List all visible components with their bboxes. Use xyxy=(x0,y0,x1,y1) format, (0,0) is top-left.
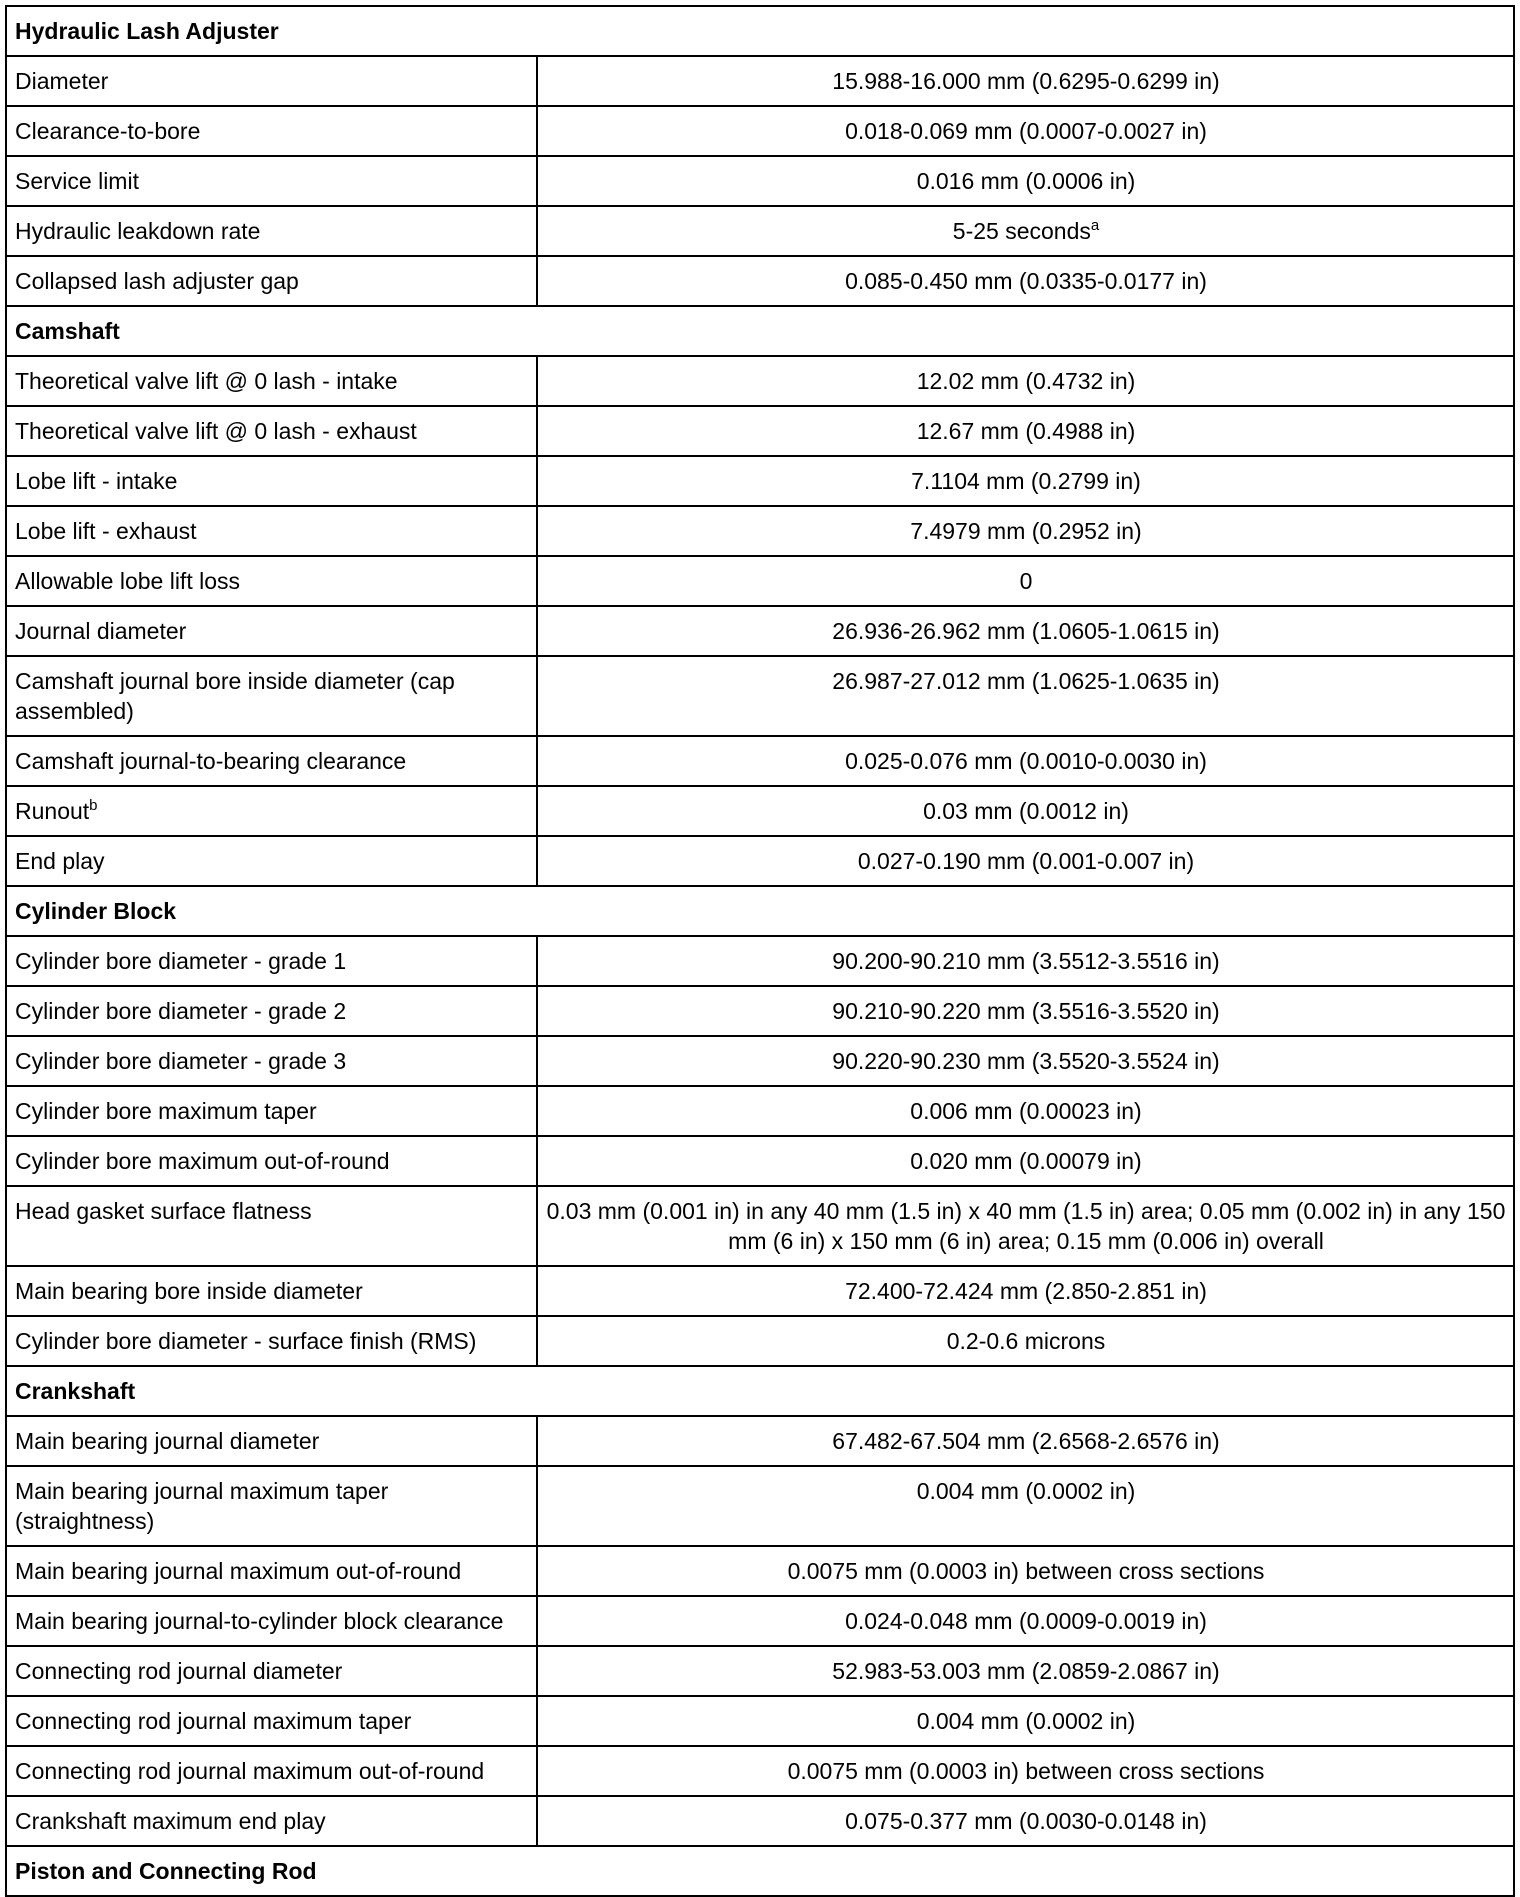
spec-value-cell xyxy=(537,256,1514,306)
spec-label-cell xyxy=(6,1696,537,1746)
table-row xyxy=(6,936,1514,986)
spec-label: Cylinder bore maximum out-of-round xyxy=(15,1148,390,1174)
spec-label-cell xyxy=(6,736,537,786)
spec-value-cell xyxy=(537,156,1514,206)
table-row xyxy=(6,1136,1514,1186)
spec-label-cell xyxy=(6,1646,537,1696)
spec-label-cell xyxy=(6,656,537,736)
spec-value: 0.025-0.076 mm (0.0010-0.0030 in) xyxy=(845,748,1207,774)
spec-value: 67.482-67.504 mm (2.6568-2.6576 in) xyxy=(832,1428,1220,1454)
table-row xyxy=(6,1796,1514,1846)
table-row xyxy=(6,986,1514,1036)
table-row xyxy=(6,736,1514,786)
specifications-table xyxy=(5,5,1515,1897)
spec-value: 26.936-26.962 mm (1.0605-1.0615 in) xyxy=(832,618,1220,644)
spec-value-cell xyxy=(537,506,1514,556)
section-title: Cylinder Block xyxy=(6,886,1514,936)
spec-label: Clearance-to-bore xyxy=(15,118,201,144)
spec-label-cell xyxy=(6,56,537,106)
table-row xyxy=(6,1646,1514,1696)
spec-value: 0.006 mm (0.00023 in) xyxy=(910,1098,1142,1124)
spec-label-cell xyxy=(6,1796,537,1846)
section-header-row xyxy=(6,886,1514,936)
spec-label: Lobe lift - intake xyxy=(15,468,178,494)
table-row xyxy=(6,1266,1514,1316)
spec-value-cell xyxy=(537,206,1514,256)
spec-label-cell xyxy=(6,506,537,556)
spec-value-cell xyxy=(537,1466,1514,1546)
table-row xyxy=(6,156,1514,206)
spec-value: 12.02 mm (0.4732 in) xyxy=(916,368,1136,394)
spec-label: Theoretical valve lift @ 0 lash - intake xyxy=(15,368,398,394)
spec-label: Cylinder bore diameter - surface finish (RMS) xyxy=(15,1328,477,1354)
spec-value-cell xyxy=(537,56,1514,106)
spec-label-cell xyxy=(6,1266,537,1316)
spec-label: Connecting rod journal maximum out-of-round xyxy=(15,1758,485,1784)
spec-value: 0.016 mm (0.0006 in) xyxy=(916,168,1136,194)
spec-label: Head gasket surface flatness xyxy=(15,1198,312,1224)
table-row xyxy=(6,1086,1514,1136)
spec-label: Crankshaft maximum end play xyxy=(15,1808,326,1834)
spec-label: Cylinder bore maximum taper xyxy=(15,1098,317,1124)
spec-label-cell xyxy=(6,456,537,506)
spec-value: 0.085-0.450 mm (0.0335-0.0177 in) xyxy=(845,268,1207,294)
spec-label: Lobe lift - exhaust xyxy=(15,518,197,544)
table-row xyxy=(6,606,1514,656)
spec-value: 12.67 mm (0.4988 in) xyxy=(916,418,1136,444)
spec-label-cell xyxy=(6,836,537,886)
spec-value: 26.987-27.012 mm (1.0625-1.0635 in) xyxy=(832,668,1220,694)
spec-label: Theoretical valve lift @ 0 lash - exhaust xyxy=(15,418,417,444)
spec-value: 7.4979 mm (0.2952 in) xyxy=(910,518,1142,544)
spec-value: 0.004 mm (0.0002 in) xyxy=(916,1478,1136,1504)
spec-value-cell xyxy=(537,1416,1514,1466)
spec-label: Cylinder bore diameter - grade 2 xyxy=(15,998,347,1024)
table-row xyxy=(6,656,1514,736)
table-row xyxy=(6,1546,1514,1596)
spec-value: 15.988-16.000 mm (0.6295-0.6299 in) xyxy=(832,68,1220,94)
spec-label: Service limit xyxy=(15,168,139,194)
spec-value-cell xyxy=(537,1746,1514,1796)
spec-value: 52.983-53.003 mm (2.0859-2.0867 in) xyxy=(832,1658,1220,1684)
table-row xyxy=(6,1186,1514,1266)
spec-label: Allowable lobe lift loss xyxy=(15,568,241,594)
spec-value-cell xyxy=(537,456,1514,506)
spec-value: 0.075-0.377 mm (0.0030-0.0148 in) xyxy=(845,1808,1207,1834)
table-row xyxy=(6,106,1514,156)
section-title: Hydraulic Lash Adjuster xyxy=(6,6,1514,56)
table-row xyxy=(6,506,1514,556)
table-row xyxy=(6,556,1514,606)
spec-value: 90.210-90.220 mm (3.5516-3.5520 in) xyxy=(832,998,1220,1024)
spec-label-cell xyxy=(6,1136,537,1186)
table-row xyxy=(6,1696,1514,1746)
section-header-row xyxy=(6,1846,1514,1896)
spec-label: Main bearing journal-to-cylinder block clearance xyxy=(15,1608,504,1634)
spec-value-cell xyxy=(537,1696,1514,1746)
table-row xyxy=(6,1416,1514,1466)
spec-value-cell xyxy=(537,1316,1514,1366)
spec-label-cell xyxy=(6,1416,537,1466)
spec-label: End play xyxy=(15,848,105,874)
table-row xyxy=(6,836,1514,886)
spec-value-cell xyxy=(537,1036,1514,1086)
spec-value-cell xyxy=(537,1646,1514,1696)
table-row xyxy=(6,456,1514,506)
spec-label-cell xyxy=(6,786,537,836)
footnote-marker: b xyxy=(89,797,98,814)
spec-label: Hydraulic leakdown rate xyxy=(15,218,261,244)
table-row xyxy=(6,1466,1514,1546)
spec-value-cell xyxy=(537,656,1514,736)
spec-label-cell xyxy=(6,406,537,456)
spec-label: Cylinder bore diameter - grade 3 xyxy=(15,1048,347,1074)
spec-value: 0.024-0.048 mm (0.0009-0.0019 in) xyxy=(845,1608,1207,1634)
spec-value: 5-25 seconds xyxy=(952,218,1091,244)
spec-value-cell xyxy=(537,1546,1514,1596)
spec-value: 90.220-90.230 mm (3.5520-3.5524 in) xyxy=(832,1048,1220,1074)
spec-value: 0 xyxy=(1019,568,1033,594)
spec-label-cell xyxy=(6,1316,537,1366)
table-row xyxy=(6,1596,1514,1646)
section-title: Piston and Connecting Rod xyxy=(6,1846,1514,1896)
section-header-row xyxy=(6,1366,1514,1416)
spec-value-cell xyxy=(537,736,1514,786)
spec-table-wrapper xyxy=(5,5,1515,1897)
spec-label: Connecting rod journal diameter xyxy=(15,1658,343,1684)
spec-label-cell xyxy=(6,556,537,606)
spec-label: Runout xyxy=(15,798,90,824)
spec-label: Connecting rod journal maximum taper xyxy=(15,1708,412,1734)
spec-label: Main bearing journal maximum out-of-round xyxy=(15,1558,462,1584)
table-row xyxy=(6,206,1514,256)
spec-value-cell xyxy=(537,356,1514,406)
table-row xyxy=(6,356,1514,406)
spec-label-cell xyxy=(6,1596,537,1646)
spec-value-cell xyxy=(537,1136,1514,1186)
spec-label-cell xyxy=(6,156,537,206)
spec-value-cell xyxy=(537,786,1514,836)
spec-value: 0.004 mm (0.0002 in) xyxy=(916,1708,1136,1734)
spec-label-cell xyxy=(6,1086,537,1136)
spec-label: Main bearing journal maximum taper (straightness) xyxy=(15,1478,389,1534)
spec-value-cell xyxy=(537,406,1514,456)
table-row xyxy=(6,406,1514,456)
spec-value: 0.018-0.069 mm (0.0007-0.0027 in) xyxy=(845,118,1207,144)
spec-value-cell xyxy=(537,1266,1514,1316)
spec-value-cell xyxy=(537,836,1514,886)
spec-label-cell xyxy=(6,106,537,156)
spec-value-cell xyxy=(537,1796,1514,1846)
spec-value: 0.0075 mm (0.0003 in) between cross sections xyxy=(787,1558,1265,1584)
spec-value: 0.2-0.6 microns xyxy=(946,1328,1106,1354)
spec-value: 72.400-72.424 mm (2.850-2.851 in) xyxy=(845,1278,1207,1304)
section-title: Crankshaft xyxy=(6,1366,1514,1416)
spec-value: 7.1104 mm (0.2799 in) xyxy=(911,468,1141,494)
spec-value: 0.0075 mm (0.0003 in) between cross sections xyxy=(787,1758,1265,1784)
spec-label: Main bearing bore inside diameter xyxy=(15,1278,363,1304)
spec-label-cell xyxy=(6,1746,537,1796)
table-row xyxy=(6,1746,1514,1796)
spec-label: Camshaft journal-to-bearing clearance xyxy=(15,748,407,774)
spec-label: Diameter xyxy=(15,68,109,94)
spec-value-cell xyxy=(537,1086,1514,1136)
table-row xyxy=(6,256,1514,306)
spec-label-cell xyxy=(6,206,537,256)
spec-label-cell xyxy=(6,256,537,306)
spec-value-cell xyxy=(537,556,1514,606)
spec-value: 0.03 mm (0.001 in) in any 40 mm (1.5 in) x 40 mm (1.5 in) area; 0.05 mm (0.002 in) in any 150 mm (6 in) x 150 mm (6 in) area; 0.15 mm (0.006 in) overall xyxy=(546,1198,1506,1254)
spec-value-cell xyxy=(537,986,1514,1036)
spec-label-cell xyxy=(6,1466,537,1546)
spec-value-cell xyxy=(537,606,1514,656)
spec-value-cell xyxy=(537,106,1514,156)
spec-value: 0.027-0.190 mm (0.001-0.007 in) xyxy=(857,848,1195,874)
spec-label-cell xyxy=(6,1186,537,1266)
spec-label-cell xyxy=(6,606,537,656)
spec-value: 0.020 mm (0.00079 in) xyxy=(910,1148,1142,1174)
specifications-table-body xyxy=(6,6,1514,1896)
spec-label-cell xyxy=(6,1546,537,1596)
footnote-marker: a xyxy=(1090,217,1100,234)
spec-label-cell xyxy=(6,986,537,1036)
spec-value-cell xyxy=(537,1186,1514,1266)
section-header-row xyxy=(6,6,1514,56)
spec-value: 0.03 mm (0.0012 in) xyxy=(923,798,1129,824)
spec-value: 90.200-90.210 mm (3.5512-3.5516 in) xyxy=(832,948,1220,974)
table-row xyxy=(6,786,1514,836)
spec-label: Camshaft journal bore inside diameter (cap assembled) xyxy=(15,668,455,724)
spec-value-cell xyxy=(537,1596,1514,1646)
spec-label-cell xyxy=(6,936,537,986)
table-row xyxy=(6,56,1514,106)
section-title: Camshaft xyxy=(6,306,1514,356)
spec-label: Collapsed lash adjuster gap xyxy=(15,268,299,294)
spec-label: Cylinder bore diameter - grade 1 xyxy=(15,948,347,974)
table-row xyxy=(6,1316,1514,1366)
spec-label-cell xyxy=(6,356,537,406)
spec-label: Journal diameter xyxy=(15,618,187,644)
section-header-row xyxy=(6,306,1514,356)
table-row xyxy=(6,1036,1514,1086)
spec-label-cell xyxy=(6,1036,537,1086)
spec-label: Main bearing journal diameter xyxy=(15,1428,320,1454)
spec-value-cell xyxy=(537,936,1514,986)
